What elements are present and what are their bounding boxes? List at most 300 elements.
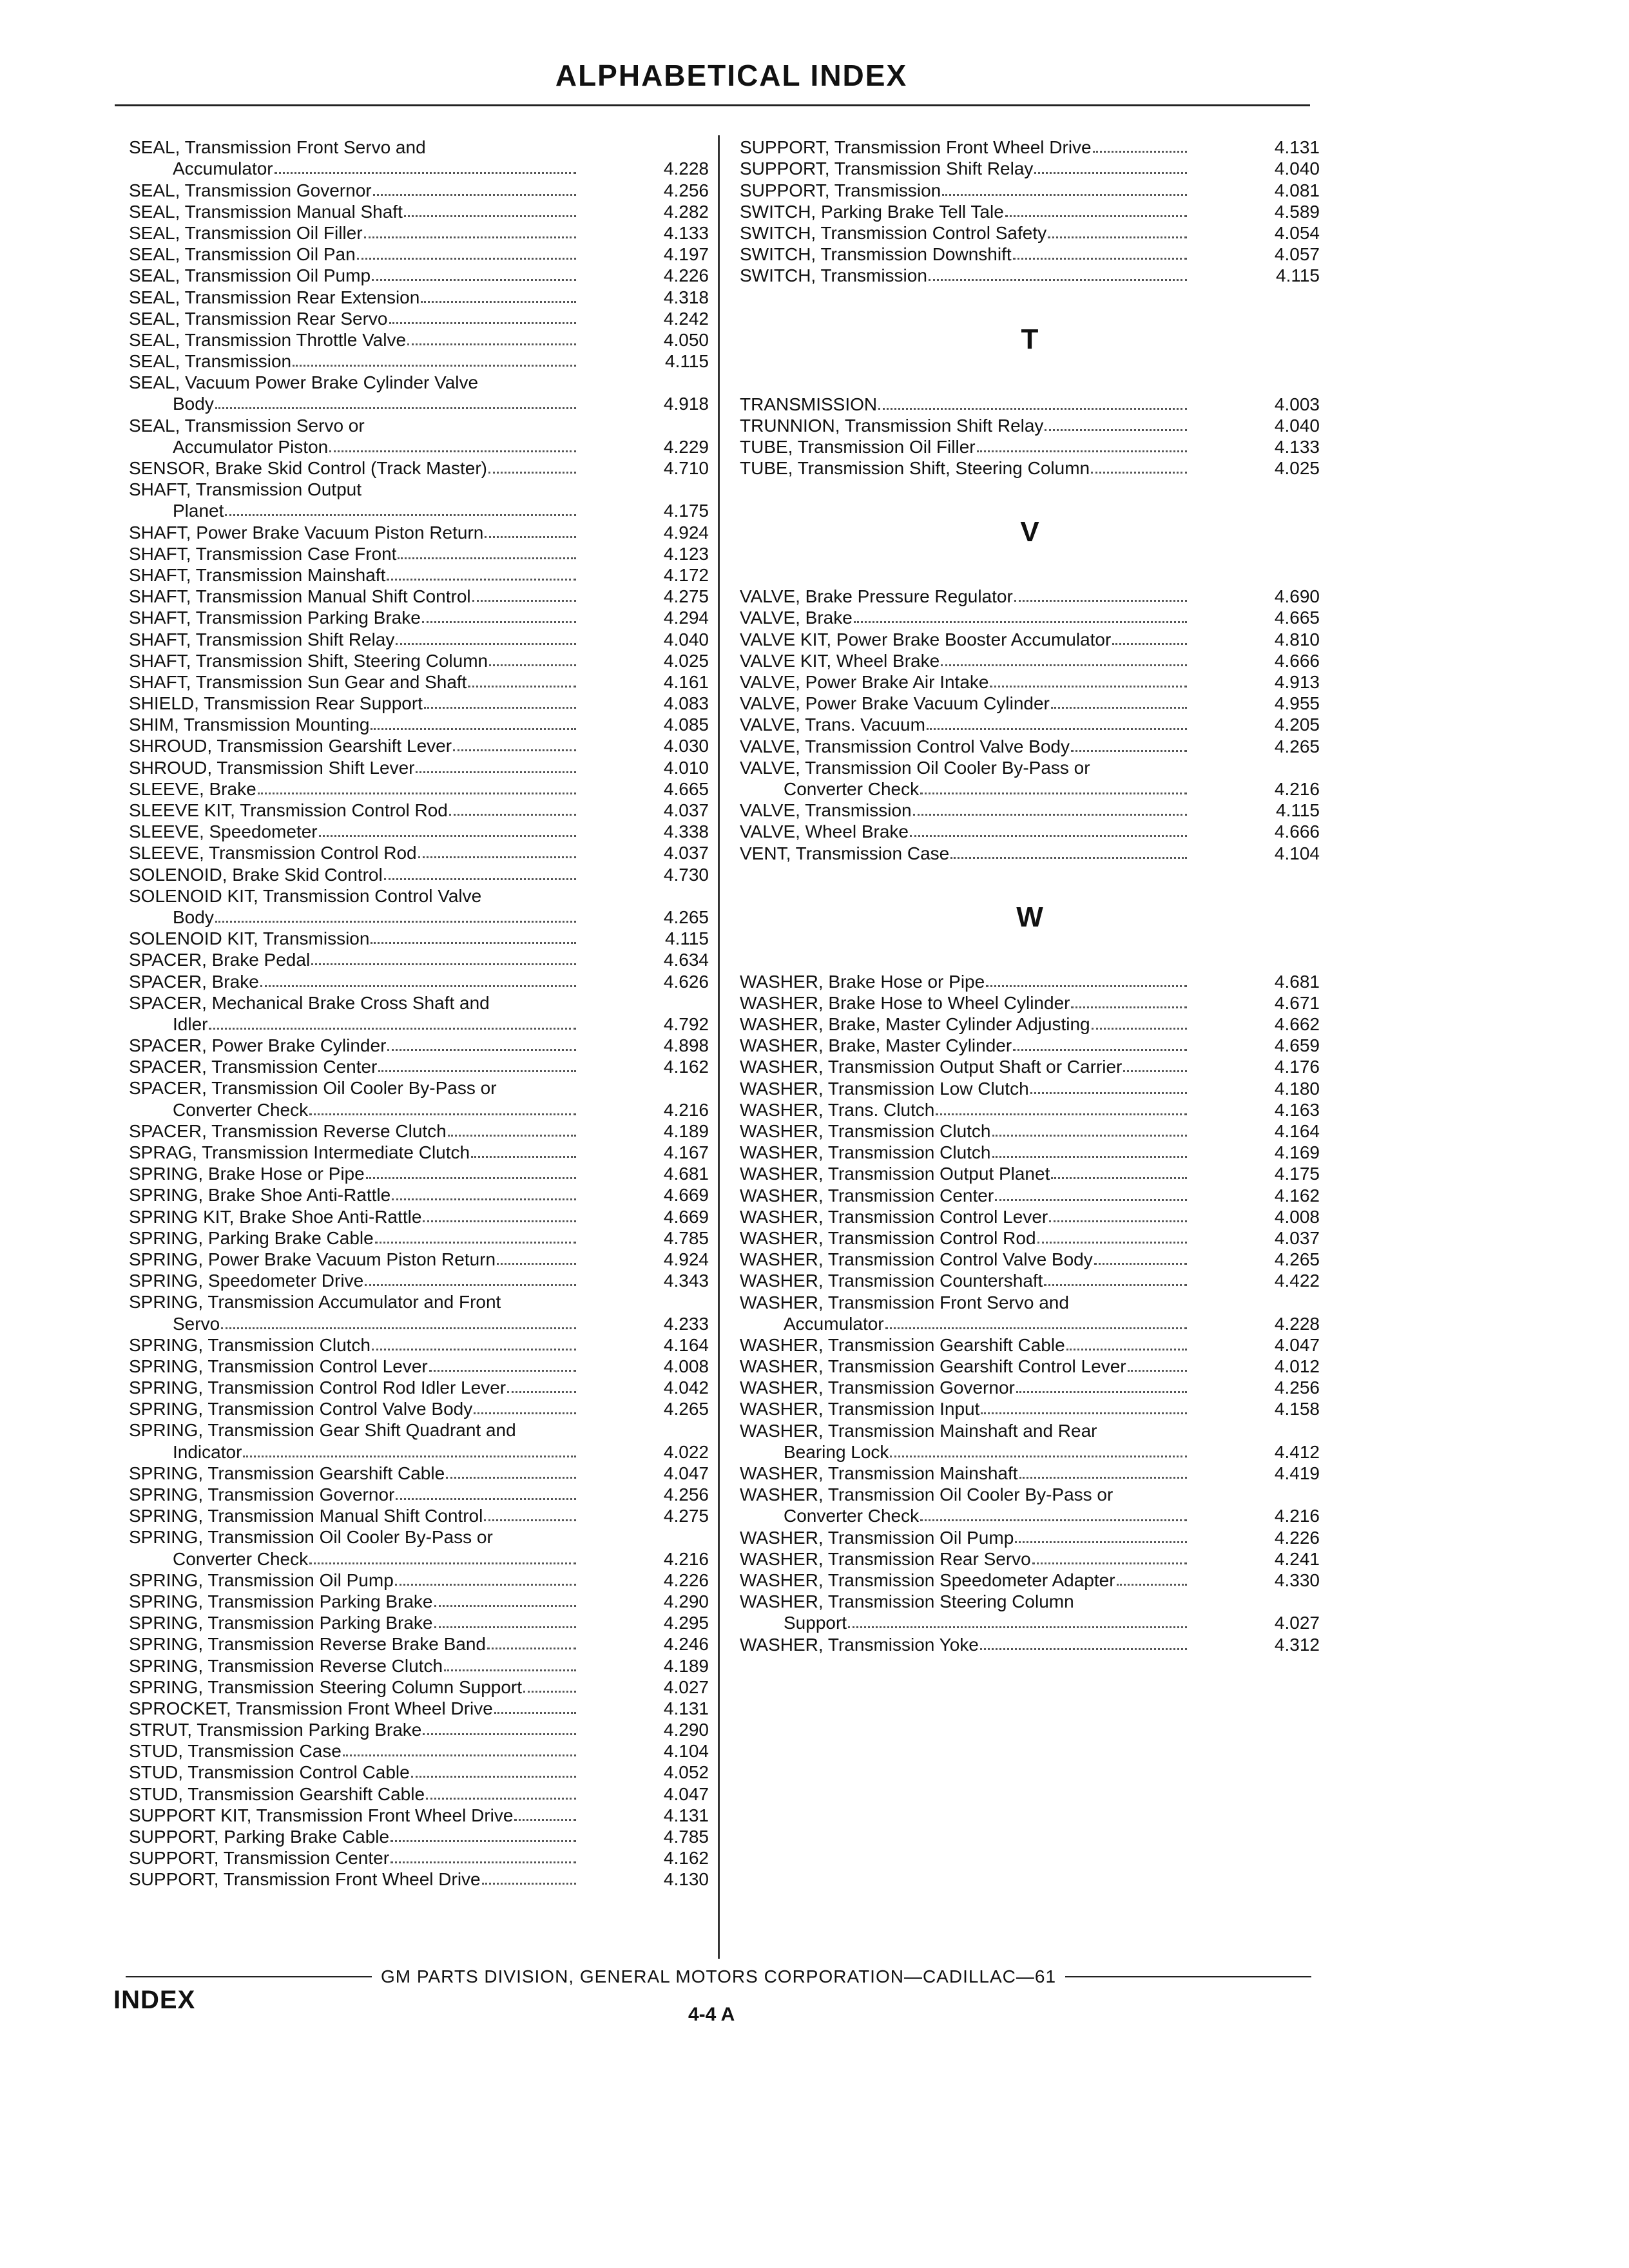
index-entry <box>129 137 709 158</box>
index-entry-text: SEAL, Transmission Oil Pump <box>129 265 371 286</box>
index-entry-text: SWITCH, Transmission Control Safety <box>740 222 1047 243</box>
index-entry-text: WASHER, Transmission Center <box>740 1185 994 1206</box>
index-entry <box>129 671 709 693</box>
dot-leader <box>309 1113 576 1115</box>
page-number: 4-4 A <box>688 2004 735 2025</box>
index-entry-page: 4.175 <box>1274 1164 1320 1184</box>
index-entry-text: Idler <box>173 1014 208 1034</box>
index-entry-text: WASHER, Transmission Output Planet <box>740 1164 1050 1184</box>
column-divider <box>718 135 720 1959</box>
index-entry-text: SUPPORT, Transmission Front Wheel Drive <box>740 137 1092 158</box>
index-entry-text: Converter Check <box>784 1506 920 1526</box>
index-entry <box>740 244 1320 265</box>
index-entry-text: SEAL, Transmission Oil Pan <box>129 244 356 265</box>
index-entry-text: SENSOR, Brake Skid Control (Track Master) <box>129 458 487 478</box>
dot-leader <box>927 727 1187 730</box>
index-entry-text: SHAFT, Power Brake Vacuum Piston Return <box>129 522 484 543</box>
index-entry-text: SPRAG, Transmission Intermediate Clutch <box>129 1142 470 1162</box>
index-entry <box>129 1206 709 1227</box>
dot-leader <box>1123 1070 1187 1072</box>
dot-leader <box>514 1818 576 1821</box>
index-entry-text: VALVE, Power Brake Vacuum Cylinder <box>740 693 1050 714</box>
index-entry-page: 4.025 <box>663 650 709 671</box>
index-entry <box>740 179 1320 200</box>
index-entry-text: SUPPORT KIT, Transmission Front Wheel Drive <box>129 1805 514 1825</box>
section-letter-t: T <box>1021 323 1039 356</box>
dot-leader <box>453 749 576 751</box>
right-index-column <box>740 137 1320 1655</box>
dot-leader <box>392 1198 576 1200</box>
index-entry-text: SLEEVE, Brake <box>129 778 256 799</box>
dot-leader <box>1005 215 1187 217</box>
index-entry-page: 4.022 <box>663 1441 709 1462</box>
index-entry-text: SHROUD, Transmission Gearshift Lever <box>129 736 452 756</box>
dot-leader <box>449 813 576 816</box>
index-entry <box>740 1120 1320 1142</box>
index-entry <box>129 1056 709 1077</box>
index-entry-page: 4.924 <box>663 1249 709 1269</box>
index-entry-page: 4.180 <box>1274 1078 1320 1099</box>
index-entry-text: Support <box>784 1613 847 1633</box>
index-entry <box>740 222 1320 244</box>
dot-leader <box>372 278 576 281</box>
index-entry <box>740 971 1320 992</box>
index-entry <box>740 1056 1320 1077</box>
index-entry-text: SPRING, Power Brake Vacuum Piston Return <box>129 1249 496 1269</box>
index-entry-text: SPRING, Transmission Steering Column Support <box>129 1677 523 1697</box>
index-entry <box>129 1847 709 1869</box>
index-entry-page: 4.681 <box>1274 971 1320 992</box>
index-entry <box>129 1869 709 1890</box>
index-entry-page: 4.226 <box>663 1570 709 1590</box>
index-entry-page: 4.131 <box>663 1805 709 1825</box>
index-entry-text: SEAL, Transmission Rear Extension <box>129 287 420 307</box>
dot-leader <box>468 685 576 687</box>
index-entry <box>740 1463 1320 1484</box>
left-index-column <box>129 137 709 1890</box>
index-entry <box>740 1014 1320 1035</box>
dot-leader <box>1014 599 1187 602</box>
dot-leader <box>243 1455 576 1457</box>
index-entry <box>129 1377 709 1398</box>
index-entry-page: 4.012 <box>1274 1356 1320 1377</box>
dot-leader <box>384 878 576 880</box>
index-entry-text: SEAL, Transmission Throttle Valve <box>129 329 407 350</box>
index-entry <box>740 842 1320 863</box>
index-entry <box>129 842 709 863</box>
index-entry-page: 4.040 <box>663 629 709 649</box>
index-entry-text: Planet <box>173 501 224 521</box>
index-entry-text: SPRING, Transmission Oil Cooler By-Pass or <box>129 1527 493 1548</box>
index-entry-page: 4.275 <box>663 586 709 607</box>
index-entry <box>129 1334 709 1356</box>
index-entry <box>129 564 709 586</box>
index-entry <box>129 329 709 351</box>
index-entry-text: SPRING, Transmission Gear Shift Quadrant and <box>129 1420 516 1441</box>
title-rule <box>115 104 1310 106</box>
index-entry-page: 4.164 <box>663 1334 709 1355</box>
index-entry <box>740 800 1320 821</box>
index-entry-page: 4.161 <box>663 671 709 692</box>
index-entry-page: 4.115 <box>1276 265 1320 286</box>
index-entry-text: SWITCH, Parking Brake Tell Tale <box>740 201 1004 222</box>
index-entry-text: VALVE, Brake <box>740 608 853 628</box>
dot-leader <box>487 1647 576 1649</box>
index-entry-page: 4.008 <box>663 1356 709 1376</box>
index-entry-page: 4.810 <box>1274 629 1320 649</box>
dot-leader <box>1019 1476 1187 1479</box>
dot-leader <box>992 1155 1188 1158</box>
index-entry <box>129 1526 709 1548</box>
index-entry-page: 4.189 <box>663 1120 709 1141</box>
index-entry-page: 4.037 <box>663 800 709 820</box>
dot-leader <box>444 1669 576 1671</box>
index-entry <box>129 821 709 842</box>
index-entry-text: SHAFT, Transmission Output <box>129 479 362 500</box>
index-entry <box>740 1526 1320 1548</box>
index-entry <box>740 1206 1320 1227</box>
index-entry-text: SPRING, Transmission Reverse Brake Band <box>129 1634 486 1655</box>
index-entry-page: 4.131 <box>1274 137 1320 158</box>
index-entry <box>740 1505 1320 1526</box>
dot-leader <box>424 706 576 709</box>
footer-rule-right <box>1065 1976 1311 1977</box>
index-entry <box>740 1419 1320 1441</box>
dot-leader <box>942 193 1187 196</box>
index-entry-page: 4.162 <box>1274 1185 1320 1206</box>
dot-leader <box>488 471 576 474</box>
index-entry-text: WASHER, Brake Hose or Pipe <box>740 971 985 992</box>
index-entry <box>129 351 709 372</box>
index-entry <box>129 1570 709 1591</box>
index-entry <box>129 500 709 521</box>
index-entry-page: 4.256 <box>663 180 709 200</box>
index-entry <box>740 992 1320 1014</box>
index-entry-text: SPRING, Brake Shoe Anti-Rattle <box>129 1185 391 1206</box>
index-entry <box>129 1591 709 1612</box>
dot-leader <box>1112 642 1187 645</box>
dot-leader <box>434 1626 577 1628</box>
index-entry <box>129 607 709 628</box>
index-entry-page: 4.294 <box>663 608 709 628</box>
index-entry <box>740 821 1320 842</box>
index-entry-page: 4.290 <box>663 1591 709 1611</box>
index-entry <box>740 265 1320 286</box>
dot-leader <box>215 407 576 409</box>
index-entry-page: 4.162 <box>663 1057 709 1077</box>
index-entry-text: SPACER, Mechanical Brake Cross Shaft and <box>129 992 490 1013</box>
index-entry-page: 4.123 <box>663 543 709 564</box>
index-entry-text: TRANSMISSION <box>740 394 878 414</box>
index-entry <box>740 1099 1320 1120</box>
index-entry-text: WASHER, Transmission Mainshaft <box>740 1463 1018 1483</box>
index-entry <box>740 1249 1320 1270</box>
index-entry-page: 4.175 <box>663 501 709 521</box>
dot-leader <box>448 1134 576 1137</box>
dot-leader <box>363 494 576 495</box>
dot-leader <box>343 1754 576 1756</box>
index-entry <box>129 158 709 179</box>
index-entry-text: Accumulator <box>173 159 273 179</box>
dot-leader <box>885 1327 1187 1329</box>
index-entry-page: 4.626 <box>663 971 709 992</box>
index-entry-page: 4.924 <box>663 522 709 543</box>
dot-leader <box>1049 1220 1187 1222</box>
index-entry-page: 4.665 <box>663 778 709 799</box>
index-entry-text: WASHER, Transmission Oil Pump <box>740 1527 1014 1548</box>
index-entry-page: 4.589 <box>1274 201 1320 222</box>
index-entry-text: SUPPORT, Transmission <box>740 180 941 200</box>
dot-leader <box>920 792 1187 794</box>
index-entry-page: 4.241 <box>1274 1548 1320 1569</box>
dot-leader <box>950 856 1187 859</box>
index-entry-text: WASHER, Trans. Clutch <box>740 1099 935 1120</box>
index-entry-text: STUD, Transmission Control Cable <box>129 1762 410 1783</box>
index-entry <box>129 436 709 457</box>
index-entry <box>740 201 1320 222</box>
index-entry-text: SPACER, Brake <box>129 971 259 992</box>
index-entry <box>740 158 1320 179</box>
dot-leader <box>1066 1348 1187 1350</box>
index-entry <box>129 265 709 286</box>
index-entry <box>129 179 709 200</box>
index-entry-page: 4.265 <box>663 1399 709 1419</box>
dot-leader <box>854 620 1187 623</box>
index-entry-page: 4.290 <box>663 1720 709 1740</box>
dot-leader <box>378 1070 576 1072</box>
index-entry-page: 4.330 <box>1274 1570 1320 1590</box>
index-entry <box>129 372 709 393</box>
index-entry-page: 4.275 <box>663 1506 709 1526</box>
index-entry-text: VALVE, Power Brake Air Intake <box>740 672 989 692</box>
dot-leader <box>941 664 1187 666</box>
index-entry-text: SPRING, Transmission Parking Brake <box>129 1591 433 1611</box>
index-entry-text: SPRING KIT, Brake Shoe Anti-Rattle <box>129 1206 422 1227</box>
index-entry-text: SHIM, Transmission Mounting <box>129 715 370 735</box>
index-entry-text: SWITCH, Transmission <box>740 265 927 286</box>
dot-leader <box>373 193 576 196</box>
index-entry <box>740 415 1320 436</box>
index-entry-page: 4.918 <box>663 394 709 414</box>
index-entry-page: 4.216 <box>663 1548 709 1569</box>
index-entry-page: 4.785 <box>663 1827 709 1847</box>
index-entry <box>129 1740 709 1762</box>
dot-leader <box>215 920 576 923</box>
index-entry-page: 4.054 <box>1274 222 1320 243</box>
index-entry <box>129 393 709 414</box>
index-entry-text: SHAFT, Transmission Shift Relay <box>129 629 395 649</box>
index-entry-text: TRUNNION, Transmission Shift Relay <box>740 415 1044 436</box>
index-entry <box>740 1484 1320 1505</box>
index-entry <box>129 907 709 928</box>
index-entry-page: 4.730 <box>663 864 709 885</box>
index-entry-page: 4.164 <box>1274 1121 1320 1141</box>
dot-leader <box>387 578 576 581</box>
index-entry-page: 4.008 <box>1274 1206 1320 1227</box>
index-entry-page: 4.158 <box>1274 1399 1320 1419</box>
index-entry <box>129 1312 709 1334</box>
index-entry-page: 4.318 <box>663 287 709 307</box>
index-entry <box>740 757 1320 778</box>
index-entry-text: SOLENOID, Brake Skid Control <box>129 864 383 885</box>
dot-leader <box>404 215 576 217</box>
index-entry <box>740 1441 1320 1463</box>
index-entry-text: Converter Check <box>173 1548 309 1569</box>
index-entry-text: VALVE, Wheel Brake <box>740 822 909 842</box>
index-entry <box>740 1227 1320 1249</box>
index-entry-text: WASHER, Transmission Output Shaft or Carrier <box>740 1057 1123 1077</box>
index-entry-page: 4.665 <box>1274 608 1320 628</box>
index-entry <box>740 1356 1320 1377</box>
index-entry-text: SEAL, Transmission Governor <box>129 180 372 200</box>
dot-leader <box>497 1262 576 1265</box>
index-entry <box>740 1313 1320 1334</box>
dot-leader <box>929 278 1187 281</box>
index-entry-page: 4.228 <box>1274 1313 1320 1334</box>
index-entry-text: VALVE, Transmission <box>740 800 912 821</box>
index-entry <box>129 1677 709 1698</box>
index-entry-text: WASHER, Transmission Rear Servo <box>740 1548 1031 1569</box>
index-entry-text: SPRING, Transmission Accumulator and Front <box>129 1292 501 1312</box>
dot-leader <box>389 322 577 324</box>
index-entry-page: 4.226 <box>1274 1527 1320 1548</box>
index-entry-text: SHAFT, Transmission Sun Gear and Shaft <box>129 671 467 692</box>
index-entry-page: 4.242 <box>663 308 709 329</box>
index-entry-text: SPACER, Brake Pedal <box>129 950 311 970</box>
index-entry-page: 4.057 <box>1274 244 1320 265</box>
dot-leader <box>920 1519 1187 1521</box>
index-entry <box>129 222 709 244</box>
dot-leader <box>398 557 576 559</box>
index-entry-page: 4.295 <box>663 1613 709 1633</box>
dot-leader <box>479 387 576 388</box>
dot-leader <box>848 1626 1187 1628</box>
index-entry-page: 4.030 <box>663 736 709 756</box>
index-entry-page: 4.025 <box>1274 458 1320 479</box>
index-entry <box>129 1419 709 1441</box>
index-entry <box>129 1719 709 1740</box>
dot-leader <box>1051 1177 1187 1179</box>
index-entry <box>129 308 709 329</box>
dot-leader <box>422 620 576 623</box>
dot-leader <box>1034 171 1187 174</box>
index-entry-page: 4.083 <box>663 693 709 714</box>
index-entry <box>740 650 1320 671</box>
dot-leader <box>485 535 576 538</box>
dot-leader <box>364 236 576 238</box>
dot-leader <box>1071 1006 1187 1008</box>
dot-leader <box>411 1775 576 1778</box>
index-entry-page: 4.047 <box>663 1783 709 1804</box>
index-entry-page: 4.792 <box>663 1014 709 1034</box>
index-entry <box>129 1783 709 1804</box>
dot-leader <box>977 450 1187 452</box>
index-entry <box>129 1356 709 1377</box>
index-entry-page: 4.130 <box>663 1869 709 1890</box>
index-entry-page: 4.042 <box>663 1378 709 1398</box>
index-entry-text: Bearing Lock <box>784 1441 889 1462</box>
index-entry-page: 4.163 <box>1274 1099 1320 1120</box>
dot-leader <box>421 300 576 303</box>
index-entry-page: 4.282 <box>663 201 709 222</box>
index-entry-page: 4.412 <box>1274 1441 1320 1462</box>
index-entry-page: 4.681 <box>663 1164 709 1184</box>
index-entry <box>129 970 709 992</box>
index-entry <box>129 201 709 222</box>
index-entry-text: SPRING, Transmission Gearshift Cable <box>129 1463 445 1483</box>
dot-leader <box>309 1562 576 1564</box>
dot-leader <box>390 1861 576 1863</box>
index-entry <box>129 1014 709 1035</box>
dot-leader <box>980 1648 1187 1650</box>
index-entry-page: 4.176 <box>1274 1057 1320 1077</box>
index-entry <box>129 1548 709 1569</box>
index-entry-text: Converter Check <box>173 1099 309 1120</box>
index-entry-page: 4.115 <box>665 351 709 372</box>
index-entry-text: SPROCKET, Transmission Front Wheel Drive <box>129 1698 493 1718</box>
index-entry-text: SEAL, Transmission Front Servo and <box>129 137 426 158</box>
index-entry-text: Body <box>173 394 214 414</box>
dot-leader <box>1117 1583 1187 1586</box>
dot-leader <box>1032 1562 1187 1564</box>
index-entry-page: 4.027 <box>1274 1613 1320 1633</box>
index-entry-text: SLEEVE, Speedometer <box>129 822 318 842</box>
index-entry-page: 4.343 <box>663 1271 709 1291</box>
index-entry <box>129 457 709 479</box>
index-entry <box>129 414 709 436</box>
index-entry <box>129 800 709 821</box>
dot-leader <box>890 1455 1187 1457</box>
dot-leader <box>1091 471 1187 474</box>
index-entry-text: VALVE, Trans. Vacuum <box>740 715 925 735</box>
index-entry <box>740 1548 1320 1570</box>
index-entry-text: SUPPORT, Transmission Shift Relay <box>740 159 1034 179</box>
index-entry-page: 4.037 <box>663 843 709 863</box>
index-entry <box>740 778 1320 800</box>
index-entry-page: 4.226 <box>663 265 709 286</box>
index-entry-page: 4.422 <box>1274 1271 1320 1291</box>
index-entry-page: 4.205 <box>1274 715 1320 735</box>
index-entry-text: SHROUD, Transmission Shift Lever <box>129 757 415 778</box>
index-entry <box>129 650 709 671</box>
index-entry-page: 4.669 <box>663 1185 709 1206</box>
index-entry-text: WASHER, Transmission Front Servo and <box>740 1292 1069 1312</box>
dot-leader <box>936 1113 1187 1115</box>
dot-leader <box>395 1583 576 1586</box>
index-entry <box>129 1762 709 1783</box>
dot-leader <box>329 450 576 452</box>
index-entry-page: 4.216 <box>1274 778 1320 799</box>
index-entry-text: SPACER, Power Brake Cylinder <box>129 1035 387 1056</box>
index-entry-text: SUPPORT, Transmission Front Wheel Drive <box>129 1869 481 1890</box>
index-entry <box>740 1184 1320 1206</box>
index-entry-text: SPRING, Transmission Manual Shift Control <box>129 1506 483 1526</box>
index-entry-text: WASHER, Transmission Yoke <box>740 1634 979 1655</box>
index-entry-text: SOLENOID KIT, Transmission Control Valve <box>129 885 482 906</box>
index-entry <box>129 1249 709 1270</box>
index-entry <box>740 1633 1320 1655</box>
index-entry-text: WASHER, Transmission Countershaft <box>740 1271 1043 1291</box>
index-entry-page: 4.081 <box>1274 180 1320 200</box>
index-entry-text: SEAL, Transmission <box>129 351 292 372</box>
index-entry-text: SPACER, Transmission Center <box>129 1057 378 1077</box>
dot-leader <box>1071 749 1187 752</box>
index-entry-text: SPRING, Transmission Control Lever <box>129 1356 428 1376</box>
index-entry <box>129 1826 709 1847</box>
index-entry <box>740 1398 1320 1419</box>
index-entry-text: VALVE KIT, Wheel Brake <box>740 650 940 671</box>
index-entry-text: WASHER, Transmission Low Clutch <box>740 1078 1029 1099</box>
